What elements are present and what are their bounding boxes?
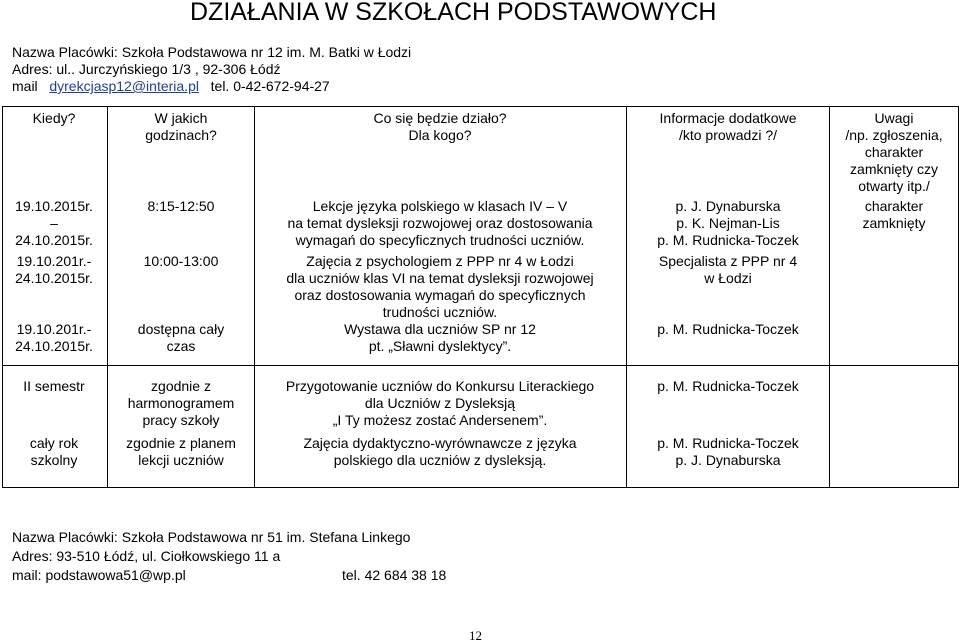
table-top-border [2, 106, 959, 107]
table-row-1-when: 19.10.2015r. – 24.10.2015r. [15, 198, 93, 248]
table-row-5-when: cały rok szkolny [29, 435, 79, 468]
column-header-when: Kiedy? [32, 110, 76, 126]
institution-header [12, 44, 411, 95]
second-institution-contact [12, 566, 446, 585]
table-row-2-what: Zajęcia z psychologiem z PPP nr 4 w Łodzi dla uczniów klas VI na temat dysleksji rozwojowej oraz dostosowania wymagań do specyficznych trudności uczniów. [286, 253, 594, 320]
table-row-3-what: Wystawa dla uczniów SP nr 12 pt. „Sławni dyslektycy”. [344, 321, 536, 354]
table-bottom-border [2, 487, 959, 488]
column-divider [626, 106, 627, 487]
table-row-2-when: 19.10.201r.- 24.10.2015r. [15, 253, 93, 286]
table-border-left [2, 106, 3, 487]
table-row-4-info: p. M. Rudnicka-Toczek [657, 378, 799, 394]
table-row-1-what: Lekcje języka polskiego w klasach IV – V na temat dysleksji rozwojowej oraz dostosowania wymagań do specyficznych trudności uczniów. [287, 198, 593, 248]
mail-label: mail [12, 78, 38, 94]
table-row-5-info: p. M. Rudnicka-Toczek p. J. Dynaburska [657, 435, 799, 468]
table-row-2-hours: 10:00-13:00 [143, 253, 219, 269]
page-number: 12 [469, 628, 482, 643]
table-row-4-hours: zgodnie z harmonogramem pracy szkoły [127, 378, 235, 428]
table-row-4-what: Przygotowanie uczniów do Konkursu Literackiego dla Uczniów z Dysleksją „I Ty możesz zostać Andersenem”. [285, 378, 595, 428]
column-header-hours: W jakich godzinach? [145, 110, 217, 143]
column-header-info: Informacje dodatkowe /kto prowadzi ?/ [659, 110, 797, 143]
column-header-notes: Uwagi /np. zgłoszenia, charakter zamknięty czy otwarty itp./ [845, 110, 943, 194]
second-institution-phone: tel. 42 684 38 18 [342, 567, 447, 583]
table-row-1-hours: 8:15-12:50 [147, 198, 215, 214]
table-row-1-notes: charakter zamknięty [862, 198, 926, 231]
table-row-5-hours: zgodnie z planem lekcji uczniów [126, 435, 236, 468]
institution-name: Nazwa Placówki: Szkoła Podstawowa nr 12 im. M. Batki w Łodzi [12, 44, 412, 60]
table-row-3-info: p. M. Rudnicka-Toczek [657, 321, 799, 337]
second-institution-address: Adres: 93-510 Łódź, ul. Ciołkowskiego 11 a [12, 548, 281, 564]
second-institution-email: mail: podstawowa51@wp.pl [12, 567, 186, 583]
institution-address: Adres: ul.. Jurczyńskiego 1/3 , 92-306 Łódź [12, 61, 281, 77]
column-divider [107, 106, 108, 487]
second-institution-name: Nazwa Placówki: Szkoła Podstawowa nr 51 im. Stefana Linkego [12, 529, 411, 545]
phone-number: tel. 0-42-672-94-27 [210, 78, 330, 94]
table-row-2-info: Specjalista z PPP nr 4 w Łodzi [658, 253, 798, 286]
table-row-3-when: 19.10.201r.- 24.10.2015r. [15, 321, 93, 354]
table-section-divider [2, 365, 959, 366]
table-row-1-info: p. J. Dynaburska p. K. Nejman-Lis p. M. Rudnicka-Toczek [657, 198, 799, 248]
table-row-3-hours: dostępna cały czas [137, 321, 225, 354]
second-institution [12, 528, 446, 585]
page-title: DZIAŁANIA W SZKOŁACH PODSTAWOWYCH [190, 0, 717, 26]
institution-contact [12, 78, 411, 95]
column-header-what: Co się będzie działo? Dla kogo? [373, 110, 507, 143]
email-link[interactable]: dyrekcjasp12@interia.pl [49, 78, 199, 94]
table-row-5-what: Zajęcia dydaktyczno-wyrównawcze z języka polskiego dla uczniów z dysleksją. [303, 435, 577, 468]
table-row-4-when: II semestr [23, 378, 85, 394]
